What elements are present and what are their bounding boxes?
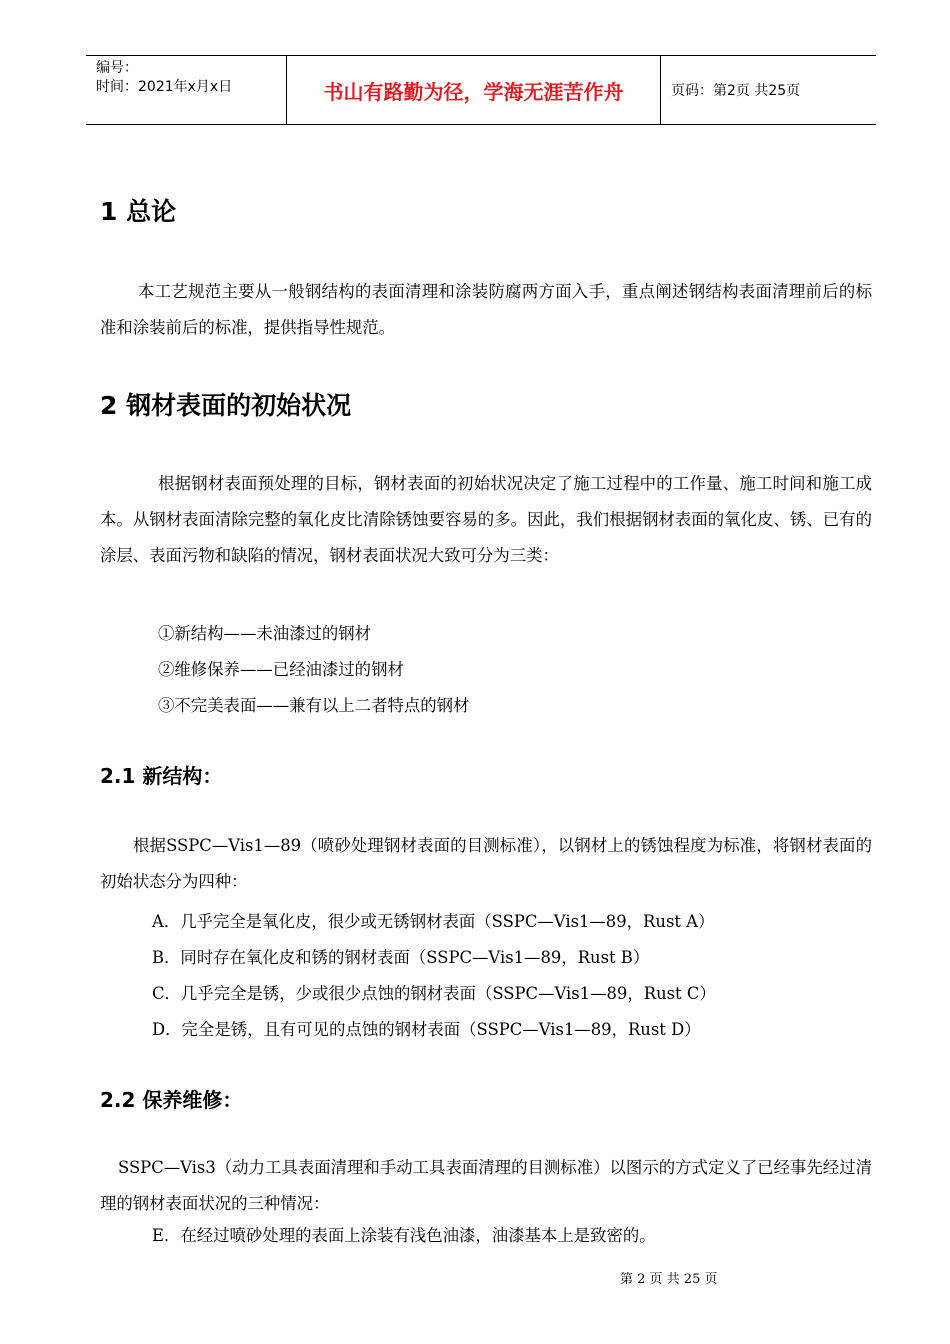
section-2-2-paragraph: SSPC—Vis3（动力工具表面清理和手动工具表面清理的目测标准）以图示的方式定义了已经事先经过清理的钢材表面状况的三种情况： xyxy=(100,1158,872,1213)
header-page-info: 页码：第2页 共25页 xyxy=(671,83,801,99)
list-item: A．几乎完全是氧化皮，很少或无锈钢材表面（SSPC—Vis1—89，Rust A） xyxy=(152,912,715,931)
section-2-1-title: 2.1 新结构： xyxy=(100,764,223,788)
header-motto: 书山有路勤为径，学海无涯苦作舟 xyxy=(287,56,661,124)
list-item: C．几乎完全是锈，少或很少点蚀的钢材表面（SSPC—Vis1—89，Rust C） xyxy=(152,984,716,1003)
header-left-cell xyxy=(86,56,287,124)
section-2-2-title: 2.2 保养维修： xyxy=(100,1088,243,1112)
section-2-paragraph: 根据钢材表面预处理的目标，钢材表面的初始状况决定了施工过程中的工作量、施工时间和施工成本。从钢材表面清除完整的氧化皮比清除锈蚀要容易的多。因此，我们根据钢材表面的氧化皮、锈、已有的涂层、表面污物和缺陷的情况，钢材表面状况大致可分为三类： xyxy=(100,474,872,565)
page-footer: 第 2 页 共 25 页 xyxy=(620,1272,718,1287)
list-item: ③不完美表面——兼有以上二者特点的钢材 xyxy=(158,696,470,715)
time-label: 时间：2021年x月x日 xyxy=(96,79,233,95)
number-label: 编号： xyxy=(96,60,138,76)
list-item: ②维修保养——已经油漆过的钢材 xyxy=(158,660,404,679)
section-2-title: 2 钢材表面的初始状况 xyxy=(100,391,352,420)
list-item: B．同时存在氧化皮和锈的钢材表面（SSPC—Vis1—89，Rust B） xyxy=(152,948,650,967)
section-2-1-paragraph: 根据SSPC—Vis1—89（喷砂处理钢材表面的目测标准），以钢材上的锈蚀程度为标准，将钢材表面的初始状态分为四种： xyxy=(100,836,872,891)
page-header xyxy=(86,55,876,125)
section-1-title: 1 总论 xyxy=(100,197,177,226)
section-1-paragraph: 本工艺规范主要从一般钢结构的表面清理和涂装防腐两方面入手，重点阐述钢结构表面清理前后的标准和涂装前后的标准，提供指导性规范。 xyxy=(100,282,872,337)
list-item: E．在经过喷砂处理的表面上涂装有浅色油漆，油漆基本上是致密的。 xyxy=(152,1226,656,1245)
list-item: D．完全是锈，且有可见的点蚀的钢材表面（SSPC—Vis1—89，Rust D） xyxy=(152,1020,701,1039)
list-item: ①新结构——未油漆过的钢材 xyxy=(158,624,372,643)
